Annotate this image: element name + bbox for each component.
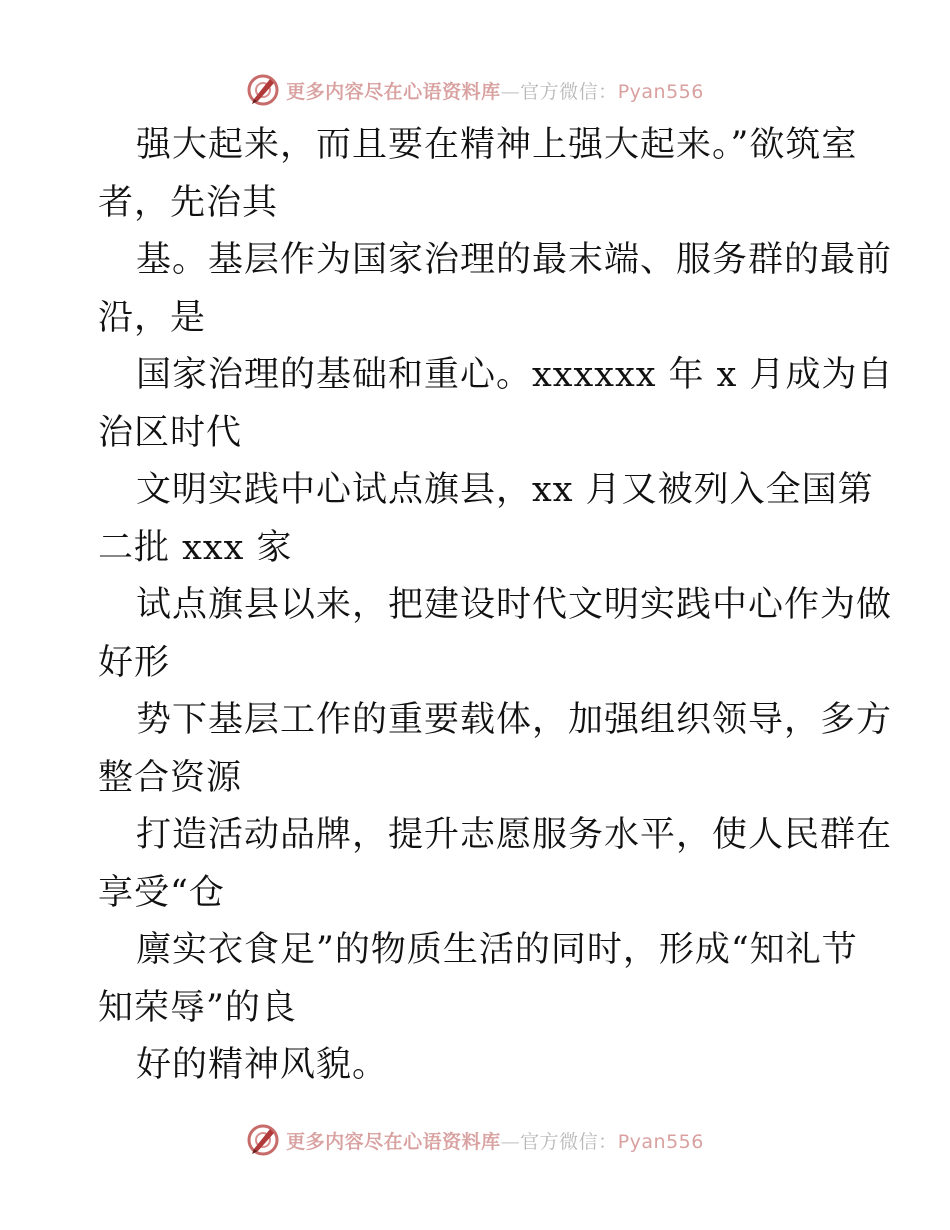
watermark-wechat-id: Pyan556 [617,80,704,103]
watermark-separator: — [500,1130,521,1153]
document-body [98,117,894,1095]
paragraph-line: 整合资源 [98,757,243,798]
paragraph-line: 势下基层工作的重要载体，加强组织领导，多方 [136,700,893,740]
paragraph-line: 国家治理的基础和重心。xxxxxx 年 x 月成为自 [136,355,894,395]
watermark-separator: — [500,80,521,103]
paragraph-line: 者，先治其 [98,182,279,223]
brand-logo-icon [246,73,280,107]
paragraph-line: 打造活动品牌，提升志愿服务水平，使人民群在 [136,815,893,855]
paragraph-line: 基。基层作为国家治理的最末端、服务群的最前 [136,240,893,280]
watermark-wechat-label: 官方微信： [520,80,618,103]
paragraph-line: 二批 xxx 家 [98,527,293,568]
watermark-wechat-label: 官方微信： [520,1130,618,1153]
paragraph-line: 治区时代 [98,412,243,453]
paragraph-line: 好形 [98,642,171,683]
paragraph-line: 沿，是 [98,297,207,338]
paragraph-line: 廪实衣食足”的物质生活的同时，形成“知礼节 [136,930,858,970]
watermark-text [286,77,704,104]
paragraph-line: 知荣辱”的良 [98,987,297,1028]
watermark-wechat-id: Pyan556 [617,1130,704,1153]
brand-logo-icon [246,1123,280,1157]
paragraph-line: 强大起来，而且要在精神上强大起来。”欲筑室 [136,125,858,165]
watermark-site: 更多内容尽在心语资料库 [286,1130,501,1153]
footer-watermark [0,1120,950,1160]
watermark-site: 更多内容尽在心语资料库 [286,80,501,103]
header-watermark [0,70,950,110]
paragraph-line: 文明实践中心试点旗县，xx 月又被列入全国第 [136,470,874,510]
watermark-text [286,1127,704,1154]
paragraph-line: 享受“仓 [98,872,225,913]
paragraph-line: 试点旗县以来，把建设时代文明实践中心作为做 [136,585,893,625]
paragraph-line: 好的精神风貌。 [136,1045,389,1085]
